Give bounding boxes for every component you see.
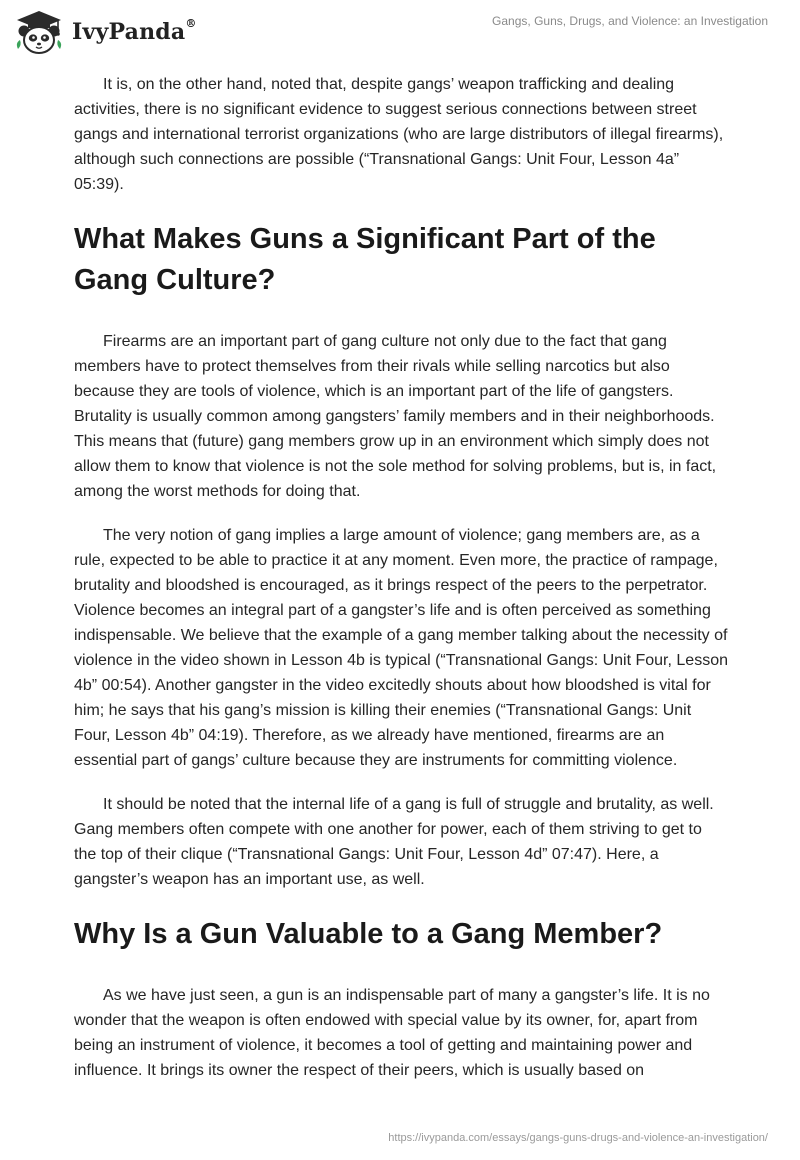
panda-logo-icon (14, 9, 64, 55)
paragraph-1: It is, on the other hand, noted that, despite gangs’ weapon trafficking and dealing activities, there is no significant evidence to suggest serious connections between street gangs and international terrorist organizations (who are large distributors of illegal firearms), although such connections are possible (“Transnational Gangs: Unit Four, Lesson 4a” 05:39). (74, 76, 724, 193)
brand-name: IvyPanda® (72, 17, 197, 45)
paragraph-4: It should be noted that the internal life of a gang is full of struggle and brutality, as well. Gang members often compete with one another for power, each of them striving to get to the top of their clique (“Transnational Gangs: Unit Four, Lesson 4d” 07:47). Here, a gangster’s weapon has an important use, as well. (74, 796, 714, 888)
section-heading-1: What Makes Guns a Significant Part of the Gang Culture? (74, 223, 656, 296)
source-url[interactable]: https://ivypanda.com/essays/gangs-guns-drugs-and-violence-an-investigation/ (388, 1132, 768, 1144)
section-heading-2: Why Is a Gun Valuable to a Gang Member? (74, 918, 663, 950)
page-header (0, 0, 800, 70)
paragraph-2: Firearms are an important part of gang culture not only due to the fact that gang members have to protect themselves from their rivals while selling narcotics but also because they are tools of violence, which is an important part of the life of gangsters. Brutality is usually common among gangsters’ family members and in their neighborhoods. This means that (future) gang members grow up in an environment which simply does not allow them to know that violence is not the sole method for solving problems, but is, in fact, among the worst methods for doing that. (74, 333, 717, 500)
brand-logo[interactable] (14, 9, 197, 55)
document-title: Gangs, Guns, Drugs, and Violence: an Investigation (492, 14, 768, 28)
paragraph-3: The very notion of gang implies a large amount of violence; gang members are, as a rule, expected to be able to practice it at any moment. Even more, the practice of rampage, brutality and bloodshed is encouraged, as it brings respect of the peers to the perpetrator. Violence becomes an integral part of a gangster’s life and is often perceived as something indispensable. We believe that the example of a gang member talking about the necessity of violence in the video shown in Lesson 4b is typical (“Transnational Gangs: Unit Four, Lesson 4b” 00:54). Another gangster in the video excitedly shouts about how bloodshed is vital for him; he says that his gang’s mission is killing their enemies (“Transnational Gangs: Unit Four, Lesson 4b” 04:19). Therefore, as we already have mentioned, firearms are an essential part of gangs’ culture because they are instruments for committing violence. (74, 527, 728, 769)
essay-content (74, 72, 728, 1102)
paragraph-5: As we have just seen, a gun is an indispensable part of many a gangster’s life. It is no wonder that the weapon is often endowed with special value by its owner, for, apart from being an instrument of violence, it becomes a tool of getting and maintaining power and influence. It brings its owner the respect of their peers, which is usually based on (74, 987, 710, 1079)
